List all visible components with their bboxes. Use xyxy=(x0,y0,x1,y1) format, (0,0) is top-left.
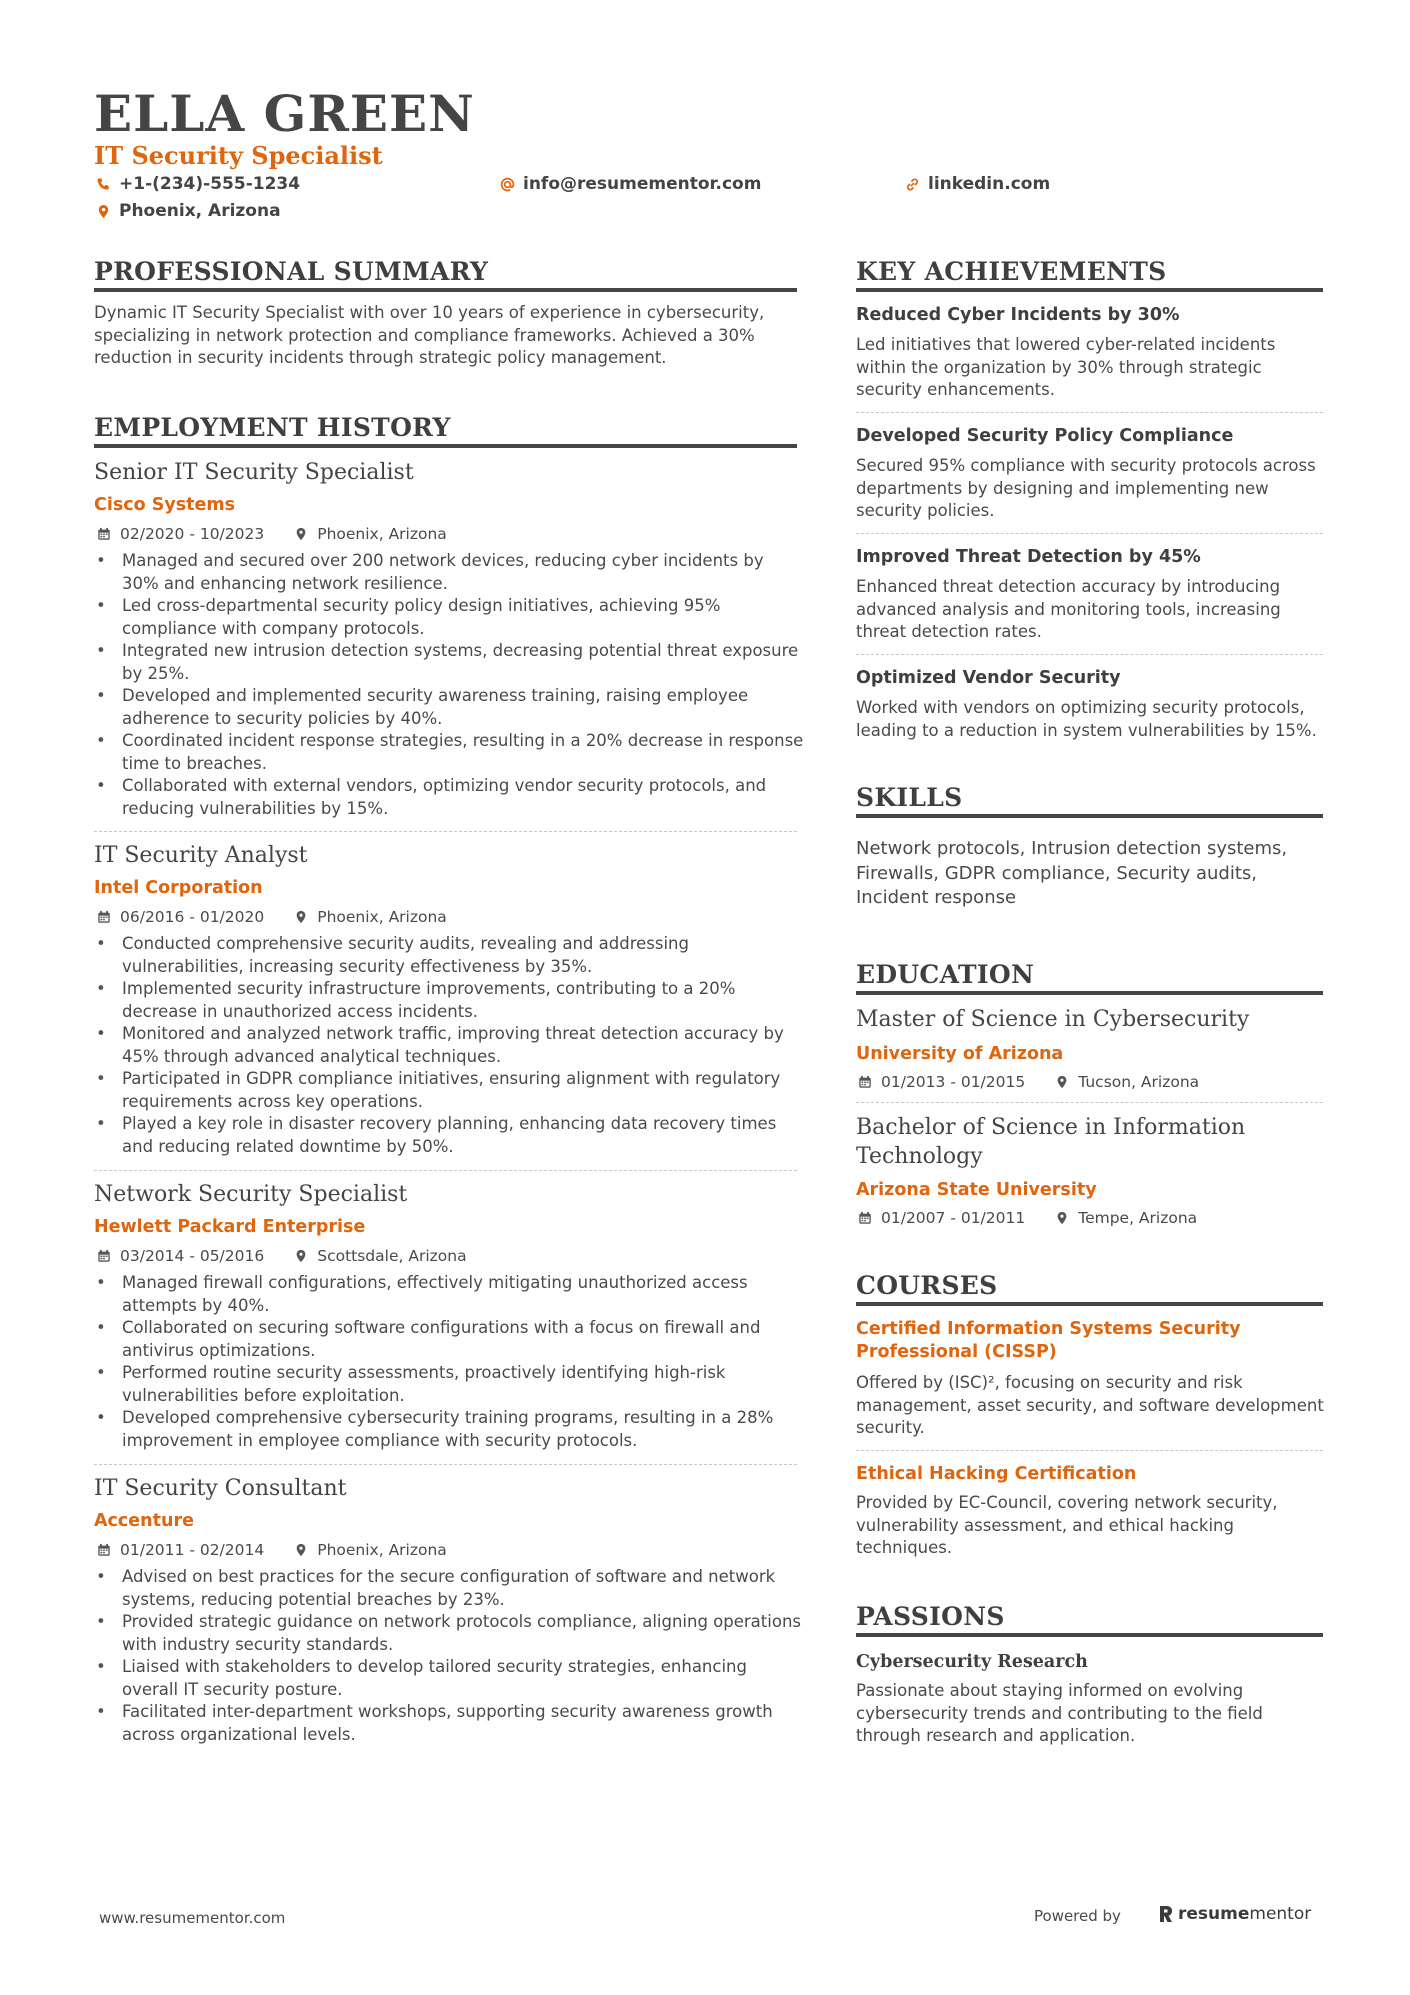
job-divider xyxy=(94,831,797,832)
location-pin-icon xyxy=(294,910,308,924)
footer-powered-by: Powered by xyxy=(1034,1907,1121,1925)
job-location xyxy=(294,907,447,927)
education-rule xyxy=(856,991,1323,995)
summary-text: Dynamic IT Security Specialist with over 10 years of experience in cybersecurity, specializing in network protection and compliance frameworks. Achieved a 30% reduction in security incidents through strategic policy management. xyxy=(94,303,765,367)
passion-text: Passionate about staying informed on evolving cybersecurity trends and contributing to the field through research and application. xyxy=(856,1681,1263,1745)
employment-rule xyxy=(94,444,797,448)
education-location-text: Tucson, Arizona xyxy=(1078,1073,1200,1091)
job-bullet: • Managed firewall configurations, effectively mitigating unauthorized access attempts by 40%. xyxy=(94,1272,804,1317)
course-text: Offered by (ISC)², focusing on security and risk management, asset security, and software development security. xyxy=(856,1373,1324,1437)
email-link[interactable]: info@resumementor.com xyxy=(523,174,762,194)
job-meta xyxy=(97,524,447,544)
job-location xyxy=(294,524,447,544)
footer-brand-logo[interactable] xyxy=(1158,1904,1311,1924)
education-location xyxy=(1055,1072,1199,1092)
job-company: Intel Corporation xyxy=(94,878,263,898)
employment-heading: EMPLOYMENT HISTORY xyxy=(94,413,451,442)
job-bullet: • Led cross-departmental security policy design initiatives, achieving 95% compliance with company protocols. xyxy=(94,595,804,640)
education-divider xyxy=(856,1102,1323,1103)
achievement-text: Secured 95% compliance with security protocols across departments by designing and implementing new security policies. xyxy=(856,456,1316,520)
achievement-text: Worked with vendors on optimizing security protocols, leading to a reduction in system vulnerabilities by 15%. xyxy=(856,698,1317,740)
summary-rule xyxy=(94,288,797,292)
education-location xyxy=(1055,1208,1197,1228)
education-dates: 01/2007 - 01/2011 xyxy=(881,1209,1026,1227)
location-pin-icon xyxy=(1055,1075,1069,1089)
contact-phone xyxy=(96,173,300,195)
job-company: Hewlett Packard Enterprise xyxy=(94,1217,366,1237)
candidate-title: IT Security Specialist xyxy=(94,141,383,170)
job-bullet: • Coordinated incident response strategies, resulting in a 20% decrease in response time to breaches. xyxy=(94,730,804,775)
job-bullet: • Managed and secured over 200 network devices, reducing cyber incidents by 30% and enhancing network resilience. xyxy=(94,550,804,595)
education-school: University of Arizona xyxy=(856,1044,1064,1064)
location-pin-icon xyxy=(96,204,111,219)
job-bullet: • Played a key role in disaster recovery planning, enhancing data recovery times and reducing related downtime by 50%. xyxy=(94,1113,804,1158)
achievement-title: Optimized Vendor Security xyxy=(856,668,1121,688)
job-bullet: • Participated in GDPR compliance initiatives, ensuring alignment with regulatory requirements across key operations. xyxy=(94,1068,804,1113)
job-bullet: • Collaborated with external vendors, optimizing vendor security protocols, and reducing vulnerabilities by 15%. xyxy=(94,775,804,820)
footer-website[interactable]: www.resumementor.com xyxy=(99,1909,286,1927)
job-bullet: • Integrated new intrusion detection systems, decreasing potential threat exposure by 25%. xyxy=(94,640,804,685)
contact-linkedin[interactable] xyxy=(905,173,1050,195)
job-bullets xyxy=(94,1272,804,1452)
achievement-divider xyxy=(856,412,1323,413)
job-bullet: • Monitored and analyzed network traffic, improving threat detection accuracy by 45% through advanced analytical techniques. xyxy=(94,1023,804,1068)
passions-heading: PASSIONS xyxy=(856,1602,1005,1631)
job-location xyxy=(294,1540,447,1560)
brand-resume: resume xyxy=(1178,1904,1250,1924)
job-meta xyxy=(97,1246,467,1266)
education-school: Arizona State University xyxy=(856,1180,1097,1200)
phone-icon xyxy=(96,177,111,192)
job-divider xyxy=(94,1464,797,1465)
calendar-icon xyxy=(97,1249,111,1263)
job-location-text: Phoenix, Arizona xyxy=(317,1541,447,1559)
job-bullet: • Performed routine security assessments, proactively identifying high-risk vulnerabilities before exploitation. xyxy=(94,1362,804,1407)
at-icon xyxy=(500,177,515,192)
education-degree: Bachelor of Science in Information Technology xyxy=(856,1115,1246,1169)
linkedin-link[interactable]: linkedin.com xyxy=(928,174,1051,194)
job-location-text: Scottsdale, Arizona xyxy=(317,1247,467,1265)
passions-rule xyxy=(856,1633,1323,1637)
education-location-text: Tempe, Arizona xyxy=(1078,1209,1198,1227)
education-heading: EDUCATION xyxy=(856,960,1035,989)
course-text: Provided by EC-Council, covering network security, vulnerability assessment, and ethical hacking techniques. xyxy=(856,1493,1278,1557)
job-bullet: • Implemented security infrastructure improvements, contributing to a 20% decrease in unauthorized access incidents. xyxy=(94,978,804,1023)
job-bullet: • Advised on best practices for the secure configuration of software and network systems, reducing potential breaches by 23%. xyxy=(94,1566,804,1611)
summary-heading: PROFESSIONAL SUMMARY xyxy=(94,257,489,286)
achievement-title: Developed Security Policy Compliance xyxy=(856,426,1234,446)
achievements-heading: KEY ACHIEVEMENTS xyxy=(856,257,1167,286)
job-bullet: • Developed comprehensive cybersecurity training programs, resulting in a 28% improvement in employee compliance with security protocols. xyxy=(94,1407,804,1452)
job-bullets xyxy=(94,933,804,1158)
job-dates: 06/2016 - 01/2020 xyxy=(120,908,265,926)
job-title: Network Security Specialist xyxy=(94,1182,408,1207)
education-dates: 01/2013 - 01/2015 xyxy=(881,1073,1026,1091)
course-title: Ethical Hacking Certification xyxy=(856,1464,1137,1484)
job-bullets xyxy=(94,550,804,820)
job-bullets xyxy=(94,1566,804,1746)
job-location-text: Phoenix, Arizona xyxy=(317,525,447,543)
education-meta xyxy=(858,1072,1199,1092)
location-text: Phoenix, Arizona xyxy=(119,201,281,221)
job-dates: 03/2014 - 05/2016 xyxy=(120,1247,265,1265)
calendar-icon xyxy=(97,910,111,924)
achievement-title: Reduced Cyber Incidents by 30% xyxy=(856,305,1180,325)
achievements-rule xyxy=(856,288,1323,292)
calendar-icon xyxy=(97,1543,111,1557)
course-title: Certified Information Systems Security Professional (CISSP) xyxy=(856,1319,1241,1362)
link-icon xyxy=(905,177,920,192)
achievement-text: Enhanced threat detection accuracy by introducing advanced analysis and monitoring tools, increasing threat detection rates. xyxy=(856,577,1281,641)
skills-text: Network protocols, Intrusion detection systems, Firewalls, GDPR compliance, Security audits, Incident response xyxy=(856,838,1288,908)
courses-rule xyxy=(856,1302,1323,1306)
job-bullet: • Collaborated on securing software configurations with a focus on firewall and antivirus optimizations. xyxy=(94,1317,804,1362)
calendar-icon xyxy=(858,1211,872,1225)
job-bullet: • Provided strategic guidance on network protocols compliance, aligning operations with industry security standards. xyxy=(94,1611,804,1656)
job-title: IT Security Analyst xyxy=(94,843,308,868)
location-pin-icon xyxy=(294,1543,308,1557)
location-pin-icon xyxy=(294,527,308,541)
skills-heading: SKILLS xyxy=(856,783,963,812)
contact-location xyxy=(96,200,281,222)
candidate-name: ELLA GREEN xyxy=(94,84,475,143)
course-divider xyxy=(856,1450,1323,1451)
job-company: Cisco Systems xyxy=(94,495,236,515)
resumementor-logo-icon xyxy=(1158,1905,1174,1923)
achievement-title: Improved Threat Detection by 45% xyxy=(856,547,1201,567)
job-location xyxy=(294,1246,466,1266)
contact-email[interactable] xyxy=(500,173,761,195)
skills-rule xyxy=(856,814,1323,818)
job-divider xyxy=(94,1170,797,1171)
education-degree: Master of Science in Cybersecurity xyxy=(856,1007,1250,1032)
job-title: IT Security Consultant xyxy=(94,1476,347,1501)
job-bullet: • Facilitated inter-department workshops, supporting security awareness growth across organizational levels. xyxy=(94,1701,804,1746)
job-dates: 01/2011 - 02/2014 xyxy=(120,1541,265,1559)
location-pin-icon xyxy=(294,1249,308,1263)
courses-heading: COURSES xyxy=(856,1271,998,1300)
brand-mentor: mentor xyxy=(1249,1904,1312,1924)
location-pin-icon xyxy=(1055,1211,1069,1225)
achievement-divider xyxy=(856,654,1323,655)
job-bullet: • Developed and implemented security awareness training, raising employee adherence to security policies by 40%. xyxy=(94,685,804,730)
calendar-icon xyxy=(858,1075,872,1089)
job-meta xyxy=(97,907,447,927)
achievement-text: Led initiatives that lowered cyber-related incidents within the organization by 30% through strategic security enhancements. xyxy=(856,335,1276,399)
calendar-icon xyxy=(97,527,111,541)
job-bullet: • Conducted comprehensive security audits, revealing and addressing vulnerabilities, increasing security effectiveness by 35%. xyxy=(94,933,804,978)
education-meta xyxy=(858,1208,1197,1228)
job-location-text: Phoenix, Arizona xyxy=(317,908,447,926)
job-title: Senior IT Security Specialist xyxy=(94,460,414,485)
passion-title: Cybersecurity Research xyxy=(856,1652,1088,1672)
phone-text: +1-(234)-555-1234 xyxy=(119,174,301,194)
job-dates: 02/2020 - 10/2023 xyxy=(120,525,265,543)
job-company: Accenture xyxy=(94,1511,194,1531)
achievement-divider xyxy=(856,533,1323,534)
job-meta xyxy=(97,1540,447,1560)
job-bullet: • Liaised with stakeholders to develop tailored security strategies, enhancing overall IT security posture. xyxy=(94,1656,804,1701)
